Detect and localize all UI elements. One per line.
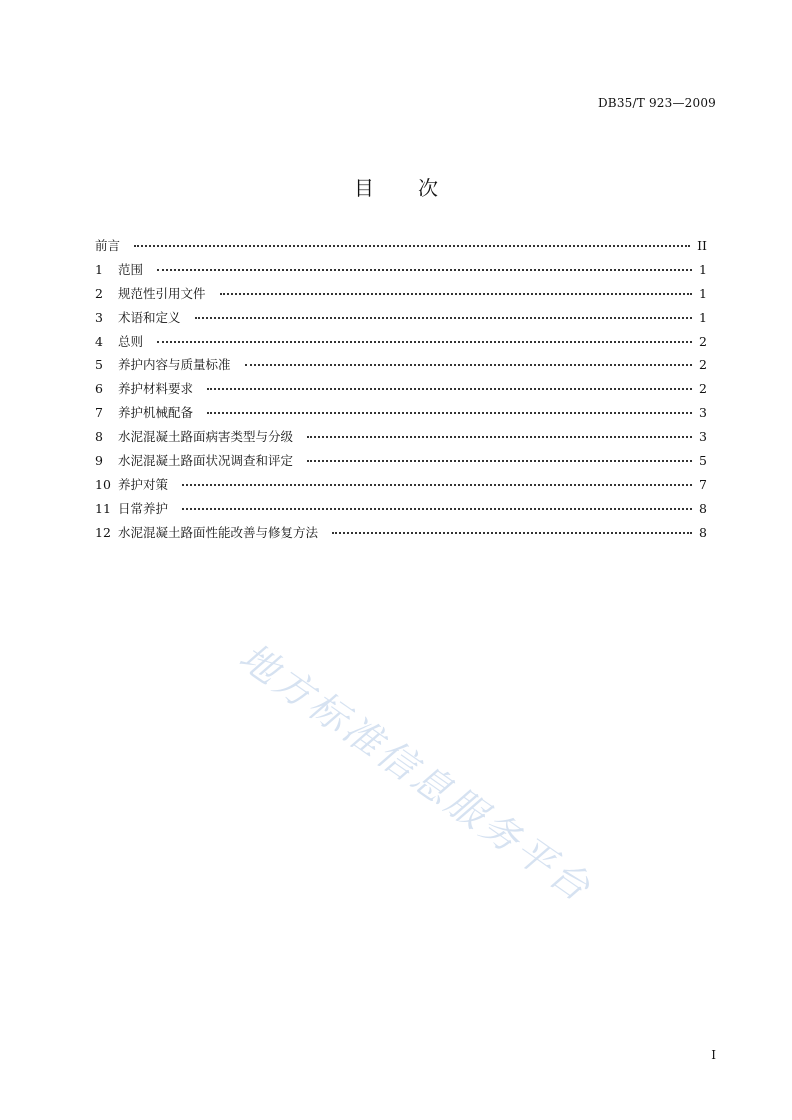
toc-entry-label: 规范性引用文件: [118, 285, 206, 301]
toc-entry-3[interactable]: [95, 306, 707, 330]
toc-entry-label: 水泥混凝土路面病害类型与分级: [118, 429, 294, 445]
toc-entry-5[interactable]: [95, 353, 707, 377]
toc-entry-label: 术语和定义: [118, 309, 181, 325]
toc-leader-dots: [220, 292, 692, 295]
toc-entry-number: 12: [95, 524, 111, 540]
toc-entry-6[interactable]: [95, 377, 707, 401]
toc-leader-dots: [182, 507, 692, 510]
page-title: [0, 172, 792, 201]
toc-entry-number: 10: [95, 476, 111, 492]
toc-leader-dots: [182, 483, 692, 486]
toc-entry-number: 2: [95, 285, 103, 301]
toc-entry-10[interactable]: [95, 473, 707, 497]
toc-entry-page: 7: [699, 476, 707, 492]
toc-entry-11[interactable]: [95, 497, 707, 521]
toc-entry-page: 2: [699, 357, 707, 373]
toc-entry-number: 3: [95, 309, 103, 325]
toc-entry-label: 总则: [118, 333, 144, 349]
toc-entry-page: 2: [699, 333, 707, 349]
toc-leader-dots: [195, 316, 692, 319]
toc-entry-page: 1: [699, 285, 707, 301]
toc-entry-4[interactable]: [95, 330, 707, 354]
toc-entry-number: 11: [95, 500, 111, 516]
toc-entry-number: 1: [95, 261, 103, 277]
toc-entry-page: 2: [699, 381, 707, 397]
toc-entry-page: II: [697, 238, 707, 253]
toc-leader-dots: [207, 387, 692, 390]
toc-entry-label: 前言: [95, 238, 121, 253]
toc-entry-number: 8: [95, 429, 103, 445]
document-code: DB35/T 923—2009: [597, 96, 716, 110]
page-title-text: 目次: [354, 176, 482, 200]
toc-entry-label: 日常养护: [118, 500, 169, 516]
toc-entry-9[interactable]: [95, 449, 707, 473]
toc-entry-number: 7: [95, 405, 103, 421]
watermark: 地方标准信息服务平台: [231, 634, 601, 912]
toc-entry-7[interactable]: [95, 401, 707, 425]
toc-leader-dots: [157, 268, 692, 271]
toc-leader-dots: [157, 340, 692, 343]
toc-entry-page: 5: [699, 453, 707, 469]
toc-entry-number: 5: [95, 357, 103, 373]
toc-entry-label: 养护材料要求: [118, 381, 194, 397]
toc-entry-page: 3: [699, 405, 707, 421]
toc-leader-dots: [332, 531, 692, 534]
toc-entry-1[interactable]: [95, 258, 707, 282]
toc-entry-page: 8: [699, 524, 707, 540]
toc-entry-label: 水泥混凝土路面性能改善与修复方法: [118, 524, 319, 540]
toc-leader-dots: [134, 244, 690, 247]
toc-entry-number: 4: [95, 333, 103, 349]
toc-entry-8[interactable]: [95, 425, 707, 449]
page-number: I: [711, 1048, 716, 1062]
toc-entry-label: 养护内容与质量标准: [118, 357, 231, 373]
toc-entry-label: 养护机械配备: [118, 405, 194, 421]
toc-entry-number: 6: [95, 381, 103, 397]
toc-entry-page: 3: [699, 429, 707, 445]
toc-leader-dots: [307, 459, 692, 462]
toc-leader-dots: [245, 363, 692, 366]
toc-entry-label: 范围: [118, 261, 144, 277]
toc-entry-foreword[interactable]: [95, 234, 707, 258]
toc-entry-number: 9: [95, 453, 103, 469]
toc-leader-dots: [207, 411, 692, 414]
toc-entry-page: 1: [699, 261, 707, 277]
toc-entry-page: 1: [699, 309, 707, 325]
toc-leader-dots: [307, 435, 692, 438]
toc-entry-page: 8: [699, 500, 707, 516]
toc-entry-12[interactable]: [95, 521, 707, 545]
toc-entry-2[interactable]: [95, 282, 707, 306]
table-of-contents: [95, 234, 707, 545]
toc-entry-label: 养护对策: [118, 476, 169, 492]
toc-entry-label: 水泥混凝土路面状况调查和评定: [118, 453, 294, 469]
